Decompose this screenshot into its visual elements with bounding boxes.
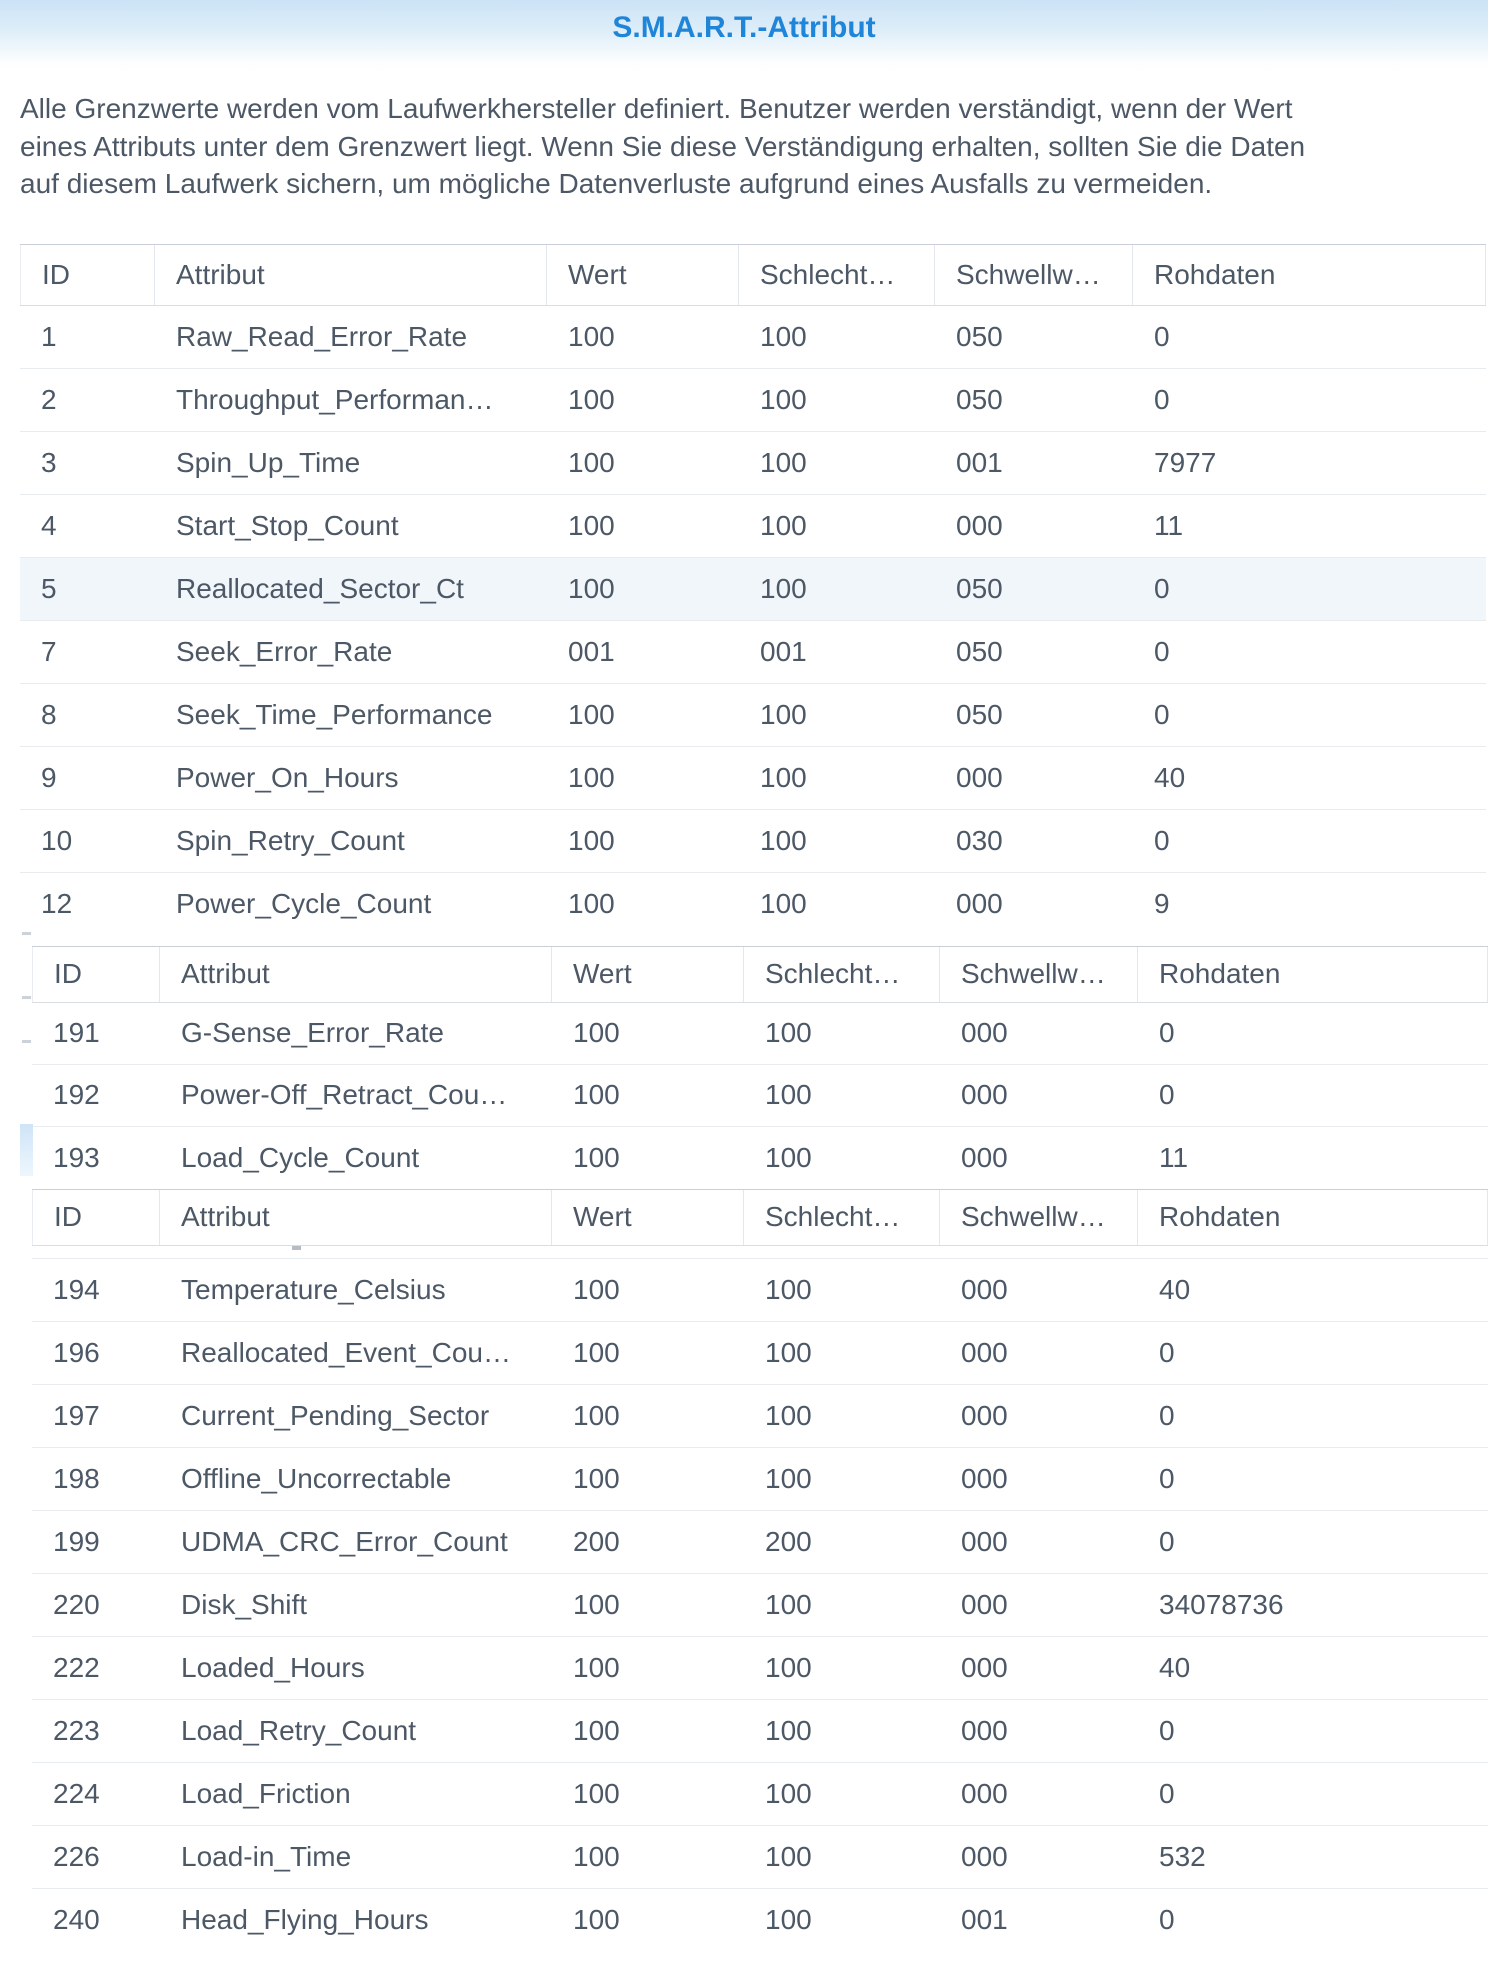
attr-value: 100: [568, 383, 615, 415]
attr-value: 100: [573, 1336, 620, 1368]
column-header-rohdaten[interactable]: Rohdaten: [1138, 1190, 1488, 1245]
table-header: [32, 1189, 1488, 1246]
attr-threshold: 050: [956, 320, 1003, 352]
attr-id: 226: [53, 1840, 100, 1872]
attr-id: 198: [53, 1462, 100, 1494]
attr-worst: 100: [760, 509, 807, 541]
attr-worst: 100: [760, 446, 807, 478]
column-header-id[interactable]: ID: [32, 1190, 160, 1245]
attr-value: 001: [568, 635, 615, 667]
attr-worst: 100: [765, 1399, 812, 1431]
attr-name: UDMA_CRC_Error_Count: [181, 1525, 508, 1557]
table-row-attr-222[interactable]: [32, 1637, 1488, 1700]
attr-raw: 532: [1159, 1840, 1206, 1872]
table-row-attr-197[interactable]: [32, 1385, 1488, 1448]
smart-table-middle: [32, 946, 1488, 1189]
attr-name: Offline_Uncorrectable: [181, 1462, 452, 1494]
table-header: [20, 244, 1486, 306]
attr-raw: 0: [1159, 1462, 1175, 1494]
table-row-attr-240[interactable]: [32, 1889, 1488, 1952]
attr-raw: 9: [1154, 888, 1170, 919]
clipped-row-text-fragment: [292, 1246, 301, 1250]
render-artifact-dash: [22, 932, 31, 935]
attr-worst: 100: [765, 1017, 812, 1048]
attr-value: 100: [568, 572, 615, 604]
attr-threshold: 050: [956, 383, 1003, 415]
attr-id: 10: [41, 824, 73, 856]
attr-threshold: 000: [956, 509, 1003, 541]
attr-name: Load_Cycle_Count: [181, 1141, 420, 1173]
attr-id: 9: [41, 761, 57, 793]
column-header-wert[interactable]: Wert: [547, 245, 739, 305]
attr-value: 100: [573, 1777, 620, 1809]
attr-id: 4: [41, 509, 57, 541]
attr-raw: 34078736: [1159, 1588, 1284, 1620]
attr-value: 100: [573, 1273, 620, 1305]
attr-value: 100: [573, 1588, 620, 1620]
attr-threshold: 000: [961, 1399, 1008, 1431]
attr-name: Current_Pending_Sector: [181, 1399, 490, 1431]
column-header-id[interactable]: ID: [32, 947, 160, 1002]
attr-worst: 100: [760, 383, 807, 415]
attr-name: Load-in_Time: [181, 1840, 352, 1872]
attr-value: 100: [573, 1079, 620, 1110]
table-row-attr-220[interactable]: [32, 1574, 1488, 1637]
attr-name: G-Sense_Error_Rate: [181, 1017, 445, 1048]
attr-value: 100: [573, 1017, 620, 1048]
attr-threshold: 000: [961, 1336, 1008, 1368]
attr-name: Reallocated_Event_Cou…: [181, 1336, 511, 1368]
attr-worst: 100: [760, 698, 807, 730]
column-header-rohdaten[interactable]: Rohdaten: [1133, 245, 1486, 305]
attr-value: 100: [573, 1714, 620, 1746]
attr-id: 7: [41, 635, 57, 667]
attr-name: Seek_Time_Performance: [176, 698, 493, 730]
attr-id: 240: [53, 1904, 100, 1935]
attr-name: Raw_Read_Error_Rate: [176, 320, 468, 352]
attr-raw: 11: [1154, 509, 1184, 541]
table-row-attr-2[interactable]: [20, 369, 1486, 432]
attr-threshold: 000: [961, 1525, 1008, 1557]
attr-worst: 001: [760, 635, 807, 667]
attr-id: 5: [41, 572, 57, 604]
attr-raw: 40: [1154, 761, 1186, 793]
table-row-attr-194[interactable]: [32, 1259, 1488, 1322]
column-header-schlecht[interactable]: Schlecht…: [744, 947, 940, 1002]
table-row-attr-191[interactable]: [32, 1003, 1488, 1065]
attr-value: 100: [573, 1904, 620, 1935]
attr-worst: 200: [765, 1525, 812, 1557]
attr-value: 100: [573, 1462, 620, 1494]
attr-worst: 100: [765, 1079, 812, 1110]
title-band: [0, 0, 1488, 74]
attr-worst: 100: [765, 1336, 812, 1368]
attr-worst: 100: [765, 1141, 812, 1173]
attr-raw: 40: [1159, 1651, 1191, 1683]
table-row-attr-9[interactable]: [20, 747, 1486, 810]
attr-id: 222: [53, 1651, 100, 1683]
attr-id: 193: [53, 1141, 100, 1173]
attr-worst: 100: [760, 320, 807, 352]
intro-line-3: auf diesem Laufwerk sichern, um mögliche Datenverluste aufgrund eines Ausfalls zu vermeiden.: [20, 168, 1213, 199]
attr-id: 197: [53, 1399, 100, 1431]
clipped-partial-row: [32, 1246, 1488, 1259]
attr-raw: 0: [1159, 1399, 1175, 1431]
attr-id: 2: [41, 383, 57, 415]
attr-name: Load_Retry_Count: [181, 1714, 417, 1746]
attr-id: 192: [53, 1079, 100, 1110]
attr-raw: 0: [1154, 383, 1170, 415]
attr-worst: 100: [760, 572, 807, 604]
table-row-attr-5[interactable]: [20, 558, 1486, 621]
table-row-attr-192[interactable]: [32, 1065, 1488, 1127]
column-header-attribut[interactable]: Attribut: [160, 1190, 552, 1245]
attr-id: 8: [41, 698, 57, 730]
render-artifact-dash: [22, 1040, 31, 1043]
attr-raw: 0: [1159, 1017, 1175, 1048]
attr-threshold: 000: [961, 1079, 1008, 1110]
attr-raw: 0: [1154, 320, 1170, 352]
attr-value: 100: [573, 1399, 620, 1431]
table-row-attr-7[interactable]: [20, 621, 1486, 684]
attr-threshold: 000: [961, 1462, 1008, 1494]
attr-id: 3: [41, 446, 57, 478]
attr-threshold: 000: [961, 1714, 1008, 1746]
attr-value: 100: [568, 320, 615, 352]
attr-raw: 11: [1159, 1141, 1189, 1173]
attr-threshold: 030: [956, 824, 1003, 856]
table-row-attr-1[interactable]: [20, 306, 1486, 369]
table-row-attr-3[interactable]: [20, 432, 1486, 495]
attr-value: 100: [573, 1840, 620, 1872]
table-row-attr-193[interactable]: [32, 1127, 1488, 1189]
attr-worst: 100: [760, 888, 807, 919]
table-body: [20, 306, 1486, 936]
attr-threshold: 000: [961, 1840, 1008, 1872]
attr-worst: 100: [760, 824, 807, 856]
attr-worst: 100: [765, 1840, 812, 1872]
attr-name: Power-Off_Retract_Cou…: [181, 1079, 508, 1110]
attr-value: 100: [568, 698, 615, 730]
table-row-attr-199[interactable]: [32, 1511, 1488, 1574]
attr-threshold: 001: [956, 446, 1003, 478]
attr-name: Spin_Retry_Count: [176, 824, 405, 856]
attr-value: 100: [568, 761, 615, 793]
attr-name: Reallocated_Sector_Ct: [176, 572, 464, 604]
attr-threshold: 000: [956, 888, 1003, 919]
attr-raw: 0: [1159, 1777, 1175, 1809]
attr-value: 200: [573, 1525, 620, 1557]
attr-raw: 0: [1159, 1336, 1175, 1368]
table-row-attr-226[interactable]: [32, 1826, 1488, 1889]
attr-id: 12: [41, 888, 73, 919]
attr-worst: 100: [760, 761, 807, 793]
attr-raw: 0: [1154, 824, 1170, 856]
attr-threshold: 000: [961, 1777, 1008, 1809]
column-header-id[interactable]: ID: [20, 245, 155, 305]
attr-name: Temperature_Celsius: [181, 1273, 446, 1305]
column-header-wert[interactable]: Wert: [552, 947, 744, 1002]
column-header-schwellw[interactable]: Schwellw…: [935, 245, 1133, 305]
column-header-rohdaten[interactable]: Rohdaten: [1138, 947, 1488, 1002]
attr-id: 1: [41, 320, 57, 352]
attr-id: 223: [53, 1714, 100, 1746]
attr-worst: 100: [765, 1651, 812, 1683]
attr-threshold: 000: [961, 1651, 1008, 1683]
attr-value: 100: [573, 1141, 620, 1173]
table-row-attr-224[interactable]: [32, 1763, 1488, 1826]
attr-name: Loaded_Hours: [181, 1651, 365, 1683]
column-header-schlecht[interactable]: Schlecht…: [739, 245, 935, 305]
column-header-attribut[interactable]: Attribut: [155, 245, 547, 305]
page-title: S.M.A.R.T.-Attribut: [612, 11, 876, 44]
table-header: [32, 946, 1488, 1003]
table-body: [32, 1246, 1488, 1952]
attr-raw: 0: [1154, 698, 1170, 730]
attr-threshold: 050: [956, 572, 1003, 604]
attr-name: Start_Stop_Count: [176, 509, 399, 541]
attr-raw: 0: [1159, 1714, 1175, 1746]
table-row-attr-198[interactable]: [32, 1448, 1488, 1511]
attr-name: Load_Friction: [181, 1777, 351, 1809]
attr-worst: 100: [765, 1273, 812, 1305]
attr-threshold: 001: [961, 1904, 1008, 1935]
column-header-wert[interactable]: Wert: [552, 1190, 744, 1245]
smart-table-top: [20, 244, 1486, 936]
attr-id: 191: [53, 1017, 100, 1048]
attr-worst: 100: [765, 1714, 812, 1746]
attr-worst: 100: [765, 1777, 812, 1809]
attr-worst: 100: [765, 1588, 812, 1620]
attr-worst: 100: [765, 1904, 812, 1935]
attr-threshold: 000: [961, 1141, 1008, 1173]
table-row-attr-4[interactable]: [20, 495, 1486, 558]
attr-id: 220: [53, 1588, 100, 1620]
scrollbar-artifact: [20, 1124, 33, 1176]
attr-raw: 0: [1154, 572, 1170, 604]
attr-name: Seek_Error_Rate: [176, 635, 393, 667]
table-row-attr-8[interactable]: [20, 684, 1486, 747]
render-artifact-dash: [22, 996, 31, 999]
attr-name: Disk_Shift: [181, 1588, 308, 1620]
attr-raw: 40: [1159, 1273, 1191, 1305]
attr-raw: 0: [1159, 1079, 1175, 1110]
attr-name: Spin_Up_Time: [176, 446, 361, 478]
attr-id: 224: [53, 1777, 100, 1809]
intro-paragraph: [20, 90, 1470, 203]
attr-raw: 0: [1159, 1904, 1175, 1935]
attr-id: 199: [53, 1525, 100, 1557]
attr-threshold: 000: [961, 1273, 1008, 1305]
attr-value: 100: [568, 446, 615, 478]
column-header-attribut[interactable]: Attribut: [160, 947, 552, 1002]
attr-threshold: 050: [956, 698, 1003, 730]
attr-name: Throughput_Performan…: [176, 383, 494, 415]
column-header-schwellw[interactable]: Schwellw…: [940, 1190, 1138, 1245]
attr-raw: 7977: [1154, 446, 1217, 478]
attr-raw: 0: [1159, 1525, 1175, 1557]
table-row-attr-10[interactable]: [20, 810, 1486, 873]
intro-line-2: eines Attributs unter dem Grenzwert liegt. Wenn Sie diese Verständigung erhalten, sollten Sie die Daten: [20, 130, 1306, 162]
column-header-schwellw[interactable]: Schwellw…: [940, 947, 1138, 1002]
attr-value: 100: [573, 1651, 620, 1683]
table-row-attr-12[interactable]: [20, 873, 1486, 936]
smart-table-bottom: [32, 1189, 1488, 1952]
attr-threshold: 000: [961, 1588, 1008, 1620]
attr-value: 100: [568, 888, 615, 919]
intro-line-1: Alle Grenzwerte werden vom Laufwerkhersteller definiert. Benutzer werden verständigt, wenn der Wert: [20, 93, 1293, 124]
attr-threshold: 050: [956, 635, 1003, 667]
attr-worst: 100: [765, 1462, 812, 1494]
attr-raw: 0: [1154, 635, 1170, 667]
table-row-attr-223[interactable]: [32, 1700, 1488, 1763]
table-body: [32, 1003, 1488, 1189]
attr-value: 100: [568, 824, 615, 856]
attr-id: 194: [53, 1273, 100, 1305]
attr-value: 100: [568, 509, 615, 541]
table-row-attr-196[interactable]: [32, 1322, 1488, 1385]
attr-threshold: 000: [956, 761, 1003, 793]
attr-threshold: 000: [961, 1017, 1008, 1048]
column-header-schlecht[interactable]: Schlecht…: [744, 1190, 940, 1245]
attr-name: Power_Cycle_Count: [176, 888, 432, 919]
attr-id: 196: [53, 1336, 100, 1368]
attr-name: Head_Flying_Hours: [181, 1904, 429, 1935]
attr-name: Power_On_Hours: [176, 761, 399, 793]
